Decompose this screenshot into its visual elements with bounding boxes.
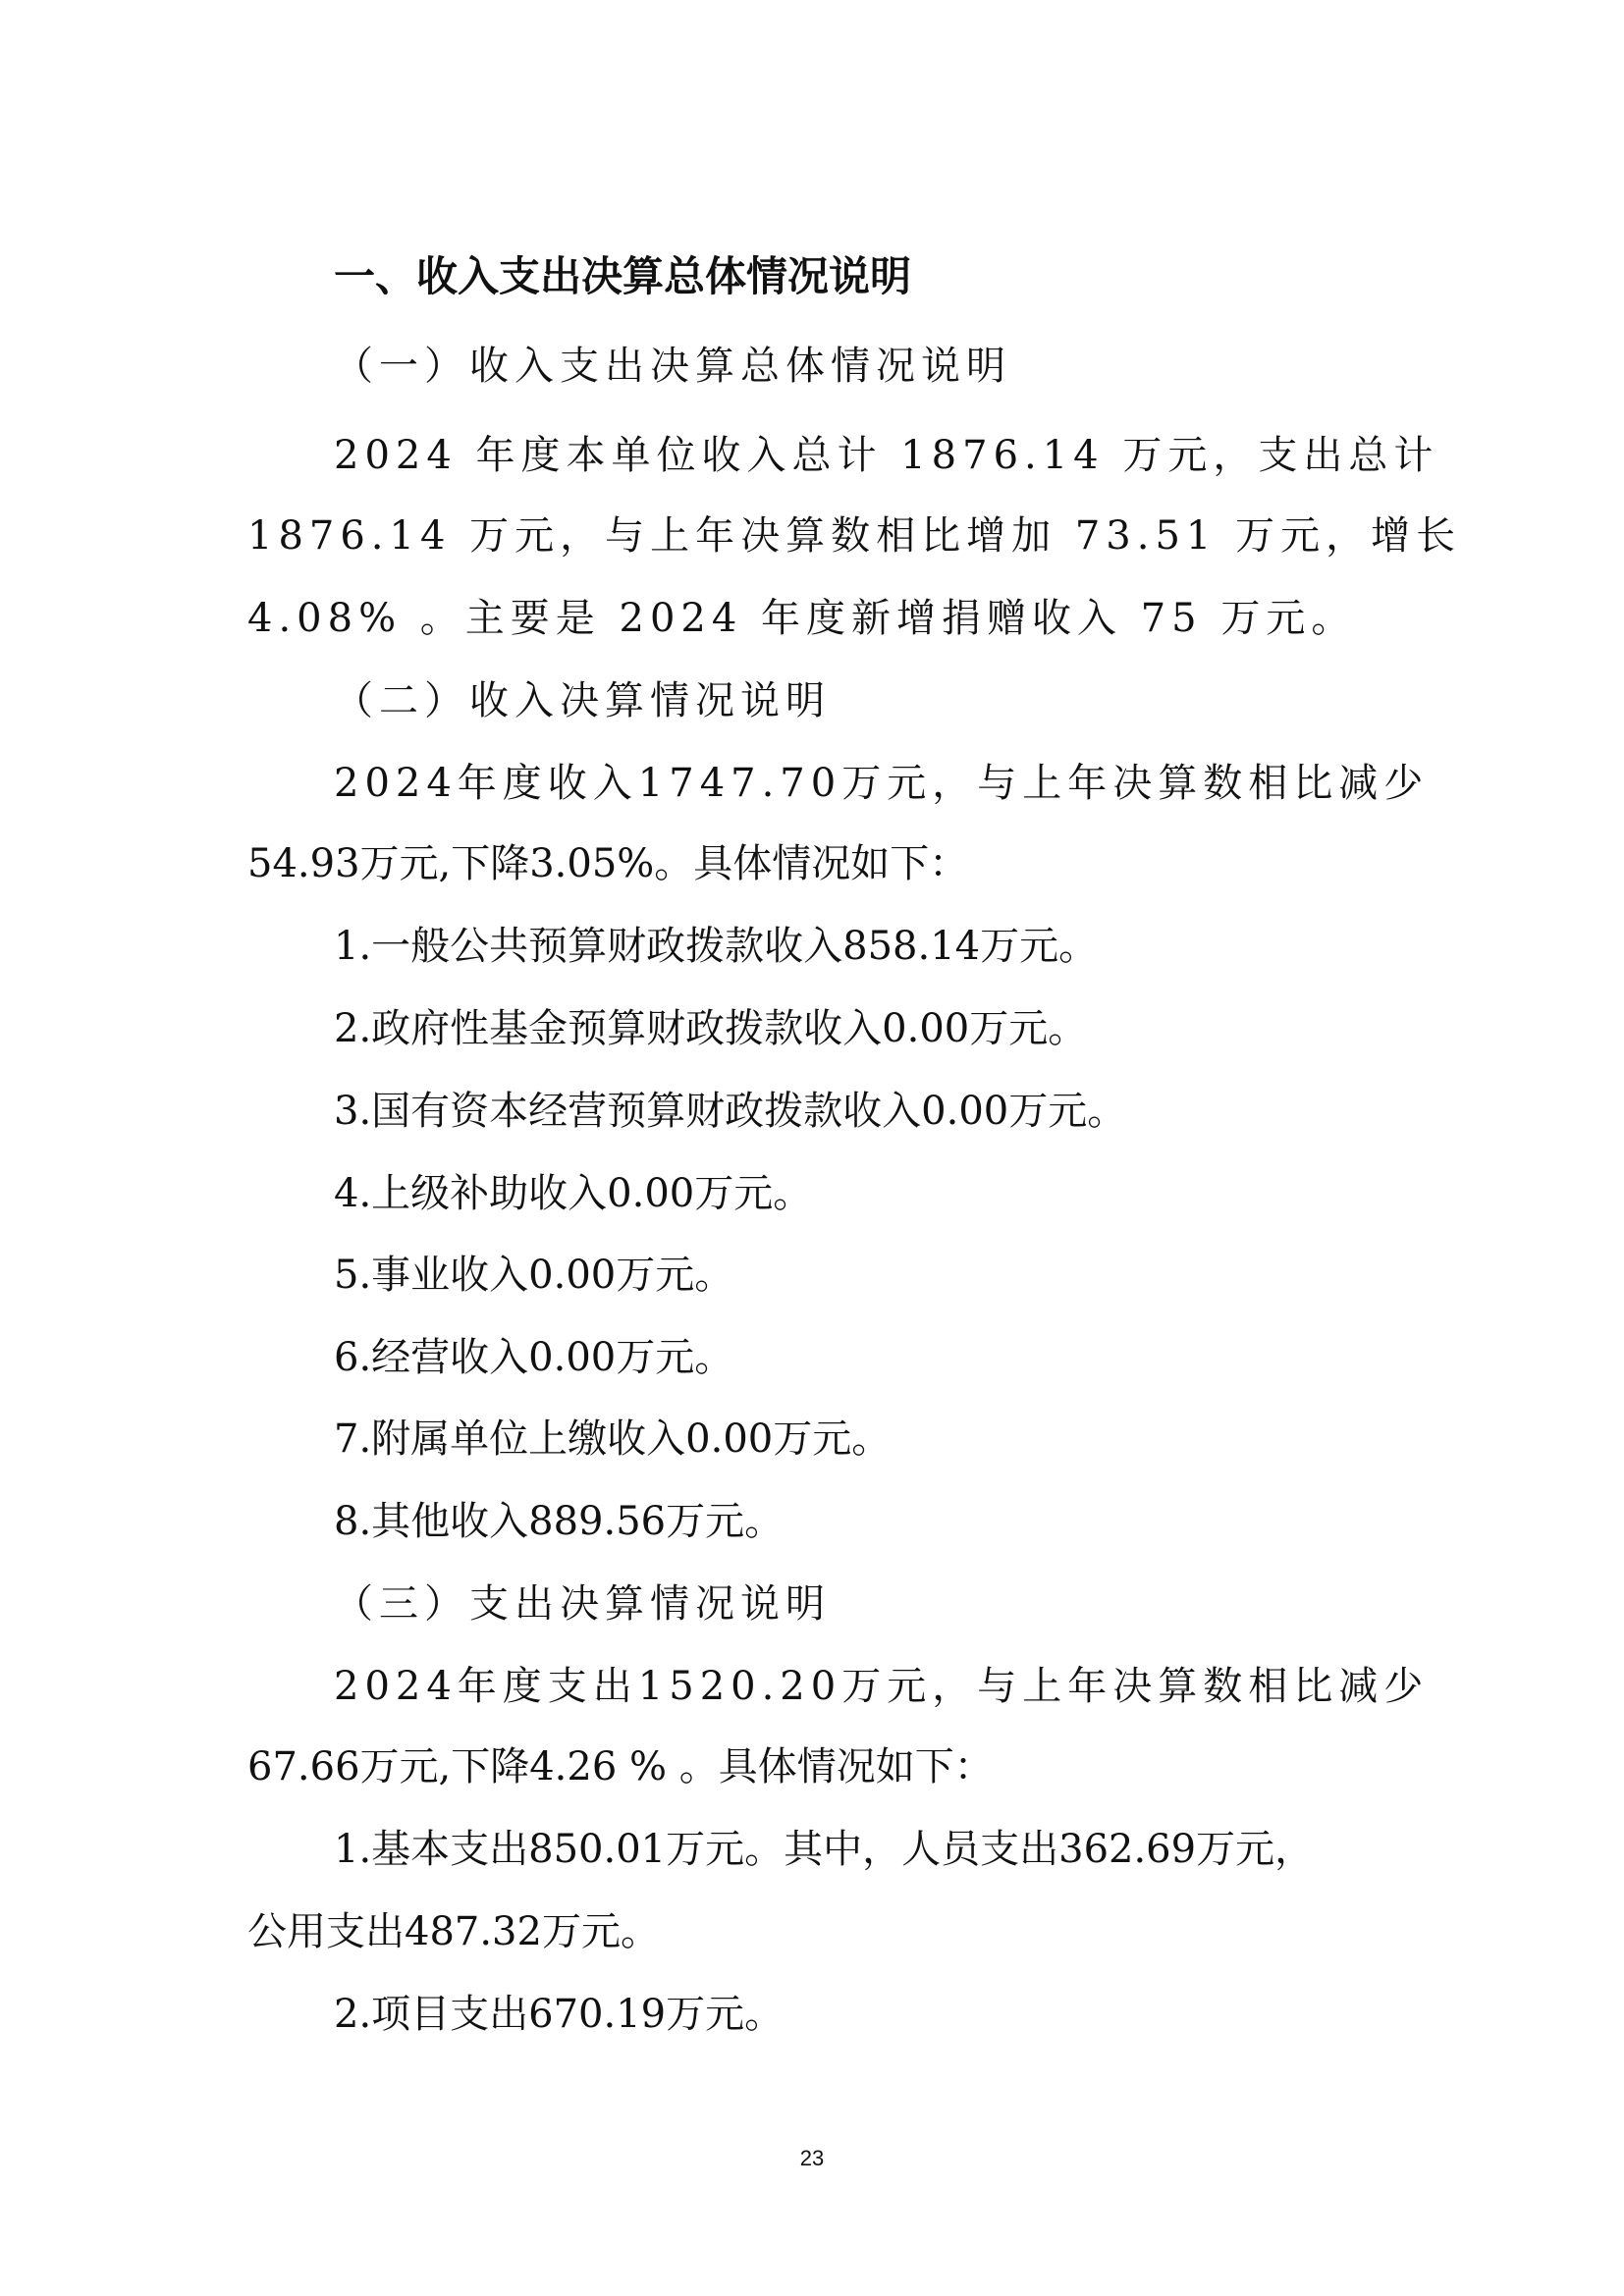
list-item: 3.国有资本经营预算财政拨款收入0.00万元。	[334, 1089, 1127, 1134]
subsection-title-3: （三）支出决算情况说明	[334, 1581, 831, 1627]
paragraph-line: 1876.14 万元，与上年决算数相比增加 73.51 万元，增长	[247, 513, 1462, 559]
paragraph-line: 2024年度收入1747.70万元，与上年决算数相比减少	[334, 761, 1430, 806]
list-item: 6.经营收入0.00万元。	[334, 1335, 734, 1380]
list-item: 2.政府性基金预算财政拨款收入0.00万元。	[334, 1006, 1088, 1051]
paragraph-line: 67.66万元,下降4.26 % 。具体情况如下：	[247, 1744, 994, 1789]
list-item: 5.事业收入0.00万元。	[334, 1253, 734, 1298]
subsection-title-2: （二）收入决算情况说明	[334, 678, 831, 723]
section-heading: 一、收入支出决算总体情况说明	[334, 252, 912, 300]
list-item: 4.上级补助收入0.00万元。	[334, 1171, 813, 1216]
paragraph-line: 4.08% 。主要是 2024 年度新增捐赠收入 75 万元。	[247, 596, 1357, 641]
list-item-continuation: 公用支出487.32万元。	[247, 1909, 660, 1954]
list-item: 1.一般公共预算财政拨款收入858.14万元。	[334, 924, 1099, 969]
list-item: 1.基本支出850.01万元。其中，人员支出362.69万元，	[334, 1827, 1315, 1872]
paragraph-line: 2024年度支出1520.20万元，与上年决算数相比减少	[334, 1664, 1430, 1709]
paragraph-line: 2024 年度本单位收入总计 1876.14 万元，支出总计	[334, 433, 1439, 478]
list-item: 7.附属单位上缴收入0.00万元。	[334, 1416, 892, 1462]
paragraph-line: 54.93万元,下降3.05%。具体情况如下：	[247, 841, 969, 886]
page-number: 23	[799, 2146, 825, 2170]
list-item: 2.项目支出670.19万元。	[334, 1992, 785, 2037]
subsection-title-1: （一）收入支出决算总体情况说明	[334, 344, 1011, 389]
list-item: 8.其他收入889.56万元。	[334, 1499, 785, 1544]
